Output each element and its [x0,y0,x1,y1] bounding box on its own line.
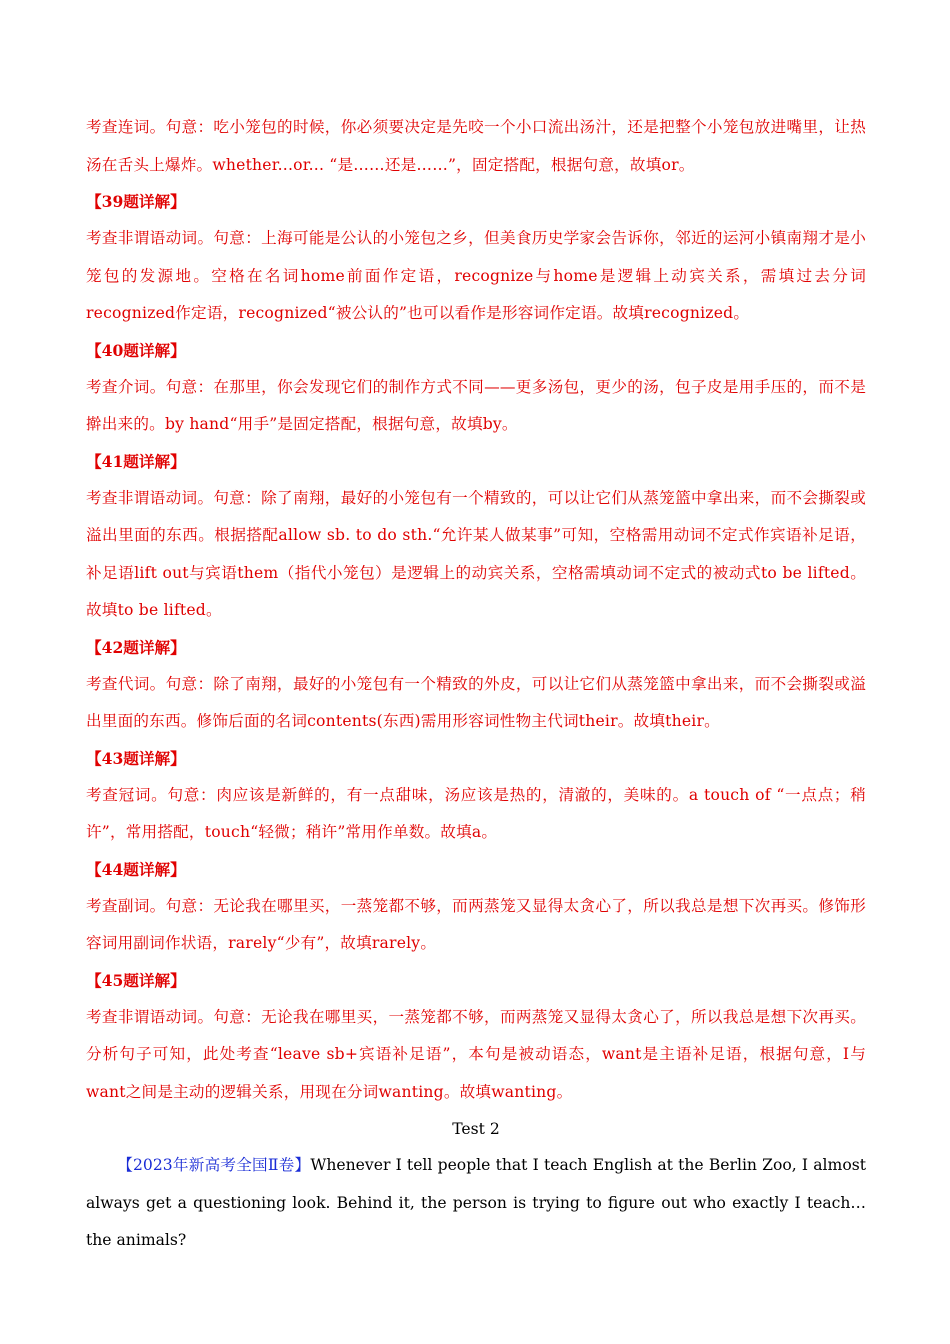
heading-41: 【41题详解】 [86,451,186,471]
heading-44: 【44题详解】 [86,859,186,879]
reading-passage [86,1147,866,1260]
explanation-41: 考查非谓语动词。句意：除了南翔，最好的小笼包有一个精致的，可以让它们从蒸笼篮中拿出来，而不会撕裂或溢出里面的东西。根据搭配allow sb. to do sth.“允许某人做某事”可知，空格需用动词不定式作宾语补足语，补足语lift out与宾语them（指代小笼包）是逻辑上的动宾关系，空格需填动词不定式的被动式to be lifted。故填to be lifted。 [86,488,866,619]
passage-source-tag: 【2023年新高考全国Ⅱ卷】 [117,1156,311,1174]
explanation-38: 考查连词。句意：吃小笼包的时候，你必须要决定是先咬一个小口流出汤汁，还是把整个小笼包放进嘴里，让热汤在舌头上爆炸。whether...or... “是……还是……”，固定搭配，根据句意，故填or。 [86,118,866,174]
explanation-39: 考查非谓语动词。句意：上海可能是公认的小笼包之乡，但美食历史学家会告诉你，邻近的运河小镇南翔才是小笼包的发源地。空格在名词home前面作定语，recognize与home是逻辑上动宾关系，需填过去分词recognized作定语，recognized“被公认的”也可以看作是形容词作定语。故填recognized。 [86,229,866,322]
passage-text: Whenever I tell people that I teach English at the Berlin Zoo, I almost always get a questioning look. Behind it, the person is trying to figure out who exactly I teach…the animals? [86,1156,866,1249]
heading-40: 【40题详解】 [86,340,186,360]
explanation-45: 考查非谓语动词。句意：无论我在哪里买，一蒸笼都不够，而两蒸笼又显得太贪心了，所以我总是想下次再买。分析句子可知，此处考查“leave sb+宾语补足语”，本句是被动语态，want是主语补足语，根据句意，I与want之间是主动的逻辑关系，用现在分词wanting。故填wanting。 [86,1007,866,1101]
explanation-43: 考查冠词。句意：肉应该是新鲜的，有一点甜味，汤应该是热的，清澈的，美味的。a touch of “一点点；稍许”，常用搭配，touch“轻微；稍许”常用作单数。故填a。 [86,785,866,841]
document-content [86,109,866,1260]
heading-43: 【43题详解】 [86,748,186,768]
explanation-40: 考查介词。句意：在那里，你会发现它们的制作方式不同——更多汤包，更少的汤，包子皮是用手压的，而不是擀出来的。by hand“用手”是固定搭配，根据句意，故填by。 [86,377,866,433]
heading-45: 【45题详解】 [86,970,186,990]
heading-42: 【42题详解】 [86,637,186,657]
heading-39: 【39题详解】 [86,192,186,211]
test-title: Test 2 [452,1120,500,1138]
explanation-42: 考查代词。句意：除了南翔，最好的小笼包有一个精致的外皮，可以让它们从蒸笼篮中拿出来，而不会撕裂或溢出里面的东西。修饰后面的名词contents(东西)需用形容词性物主代词their。故填their。 [86,674,866,730]
explanation-44: 考查副词。句意：无论我在哪里买，一蒸笼都不够，而两蒸笼又显得太贪心了，所以我总是想下次再买。修饰形容词用副词作状语，rarely“少有”，故填rarely。 [86,896,866,952]
